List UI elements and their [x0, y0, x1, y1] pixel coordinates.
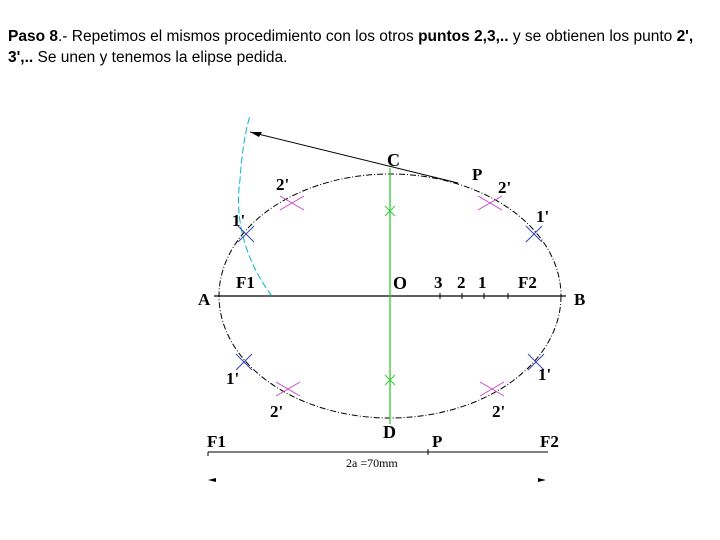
label-d: D [383, 422, 396, 442]
label-f1-bottom: F1 [207, 432, 226, 451]
caption-points: 2', 3',.. [8, 28, 694, 66]
label-p-top: P [472, 165, 483, 184]
label-2p-top-left: 2' [276, 175, 290, 194]
label-1p-bottom-left: 1' [226, 369, 240, 388]
cross-1p-top-right [526, 226, 542, 242]
dimension-arrow-right [538, 478, 546, 482]
label-3: 3 [434, 273, 443, 292]
dimension-arrow-left [208, 478, 216, 482]
label-c: C [387, 150, 400, 170]
label-2p-bottom-right: 2' [492, 402, 506, 421]
label-f2-bottom: F2 [540, 432, 559, 451]
label-2: 2 [457, 273, 466, 292]
caption-text-1: .- Repetimos el mismos procedimiento con los otros [57, 28, 419, 45]
caption-puntos: puntos 2,3,.. [418, 28, 509, 45]
caption-text-3: Se unen y tenemos la elipse pedida. [33, 49, 288, 66]
label-f1-axis: F1 [236, 273, 255, 292]
label-2p-bottom-left: 2' [270, 402, 284, 421]
label-1p-bottom-right: 1' [538, 365, 552, 384]
label-p-bottom: P [432, 432, 443, 451]
arrowhead [250, 132, 262, 137]
caption-step: Paso 8 [8, 28, 58, 45]
cross-2p-top-right [478, 196, 502, 210]
label-1p-top-left: 1' [232, 211, 246, 230]
caption-text-2: y se obtienen los punto [508, 28, 677, 45]
label-1: 1 [478, 273, 487, 292]
cross-1p-bottom-left [236, 354, 252, 370]
label-a: A [198, 290, 211, 309]
cross-2p-top-left [280, 196, 304, 210]
label-1p-top-right: 1' [536, 207, 550, 226]
label-o: O [393, 273, 408, 293]
construction-arc [238, 116, 272, 296]
label-b: B [574, 290, 586, 309]
label-f2-axis: F2 [518, 273, 537, 292]
dimension-label: 2a =70mm [346, 456, 398, 470]
cross-2p-bottom-left [276, 382, 300, 396]
label-2p-top-right: 2' [498, 178, 512, 197]
